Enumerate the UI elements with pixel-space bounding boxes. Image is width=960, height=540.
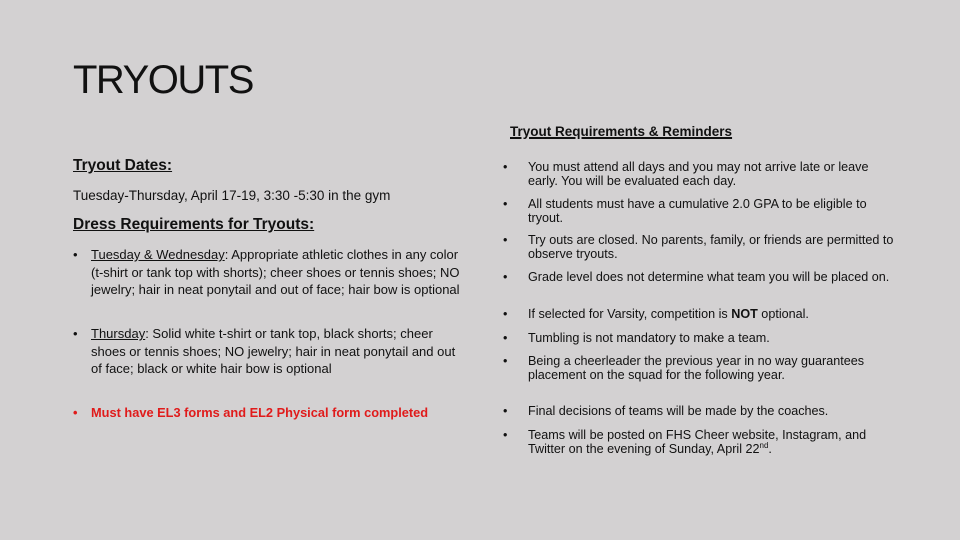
- list-item: [503, 429, 898, 456]
- bullet-icon: •: [503, 233, 508, 247]
- bullet-icon: •: [503, 307, 508, 321]
- item-text: If selected for Varsity, competition is: [528, 307, 732, 321]
- bullet-icon: •: [503, 270, 508, 284]
- requirements-heading: Tryout Requirements & Reminders: [510, 124, 733, 139]
- ordinal-suffix: nd: [759, 440, 769, 450]
- item-text: Grade level does not determine what team you will be placed on.: [528, 270, 890, 284]
- list-item: [503, 355, 898, 382]
- bullet-icon: •: [73, 247, 78, 262]
- dress-item-forms: [73, 404, 468, 422]
- item-text: Teams will be posted on FHS Cheer website, Instagram, and Twitter on the evening of Sunday, April 22: [528, 428, 867, 456]
- bullet-icon: •: [503, 197, 508, 211]
- list-item: [503, 332, 898, 346]
- bullet-icon: •: [503, 404, 508, 418]
- dress-item-tue-wed: [73, 246, 468, 299]
- bullet-icon: •: [73, 326, 78, 341]
- list-item: [503, 234, 898, 261]
- list-item: [503, 198, 898, 225]
- item-text: Final decisions of teams will be made by the coaches.: [528, 404, 829, 418]
- bullet-icon: •: [503, 160, 508, 174]
- day-label: Thursday: [91, 326, 146, 341]
- item-emphasis: NOT: [731, 307, 758, 321]
- dress-heading: Dress Requirements for Tryouts:: [73, 216, 315, 233]
- dates-heading: Tryout Dates:: [73, 157, 173, 174]
- list-item: [503, 161, 898, 188]
- bullet-icon: •: [503, 354, 508, 368]
- dates-text: Tuesday-Thursday, April 17-19, 3:30 -5:30 in the gym: [73, 188, 391, 203]
- item-text: optional.: [757, 307, 809, 321]
- day-label: Tuesday & Wednesday: [91, 247, 225, 262]
- slide-title: TRYOUTS: [73, 58, 253, 102]
- bullet-icon: •: [503, 331, 508, 345]
- dress-text: : Solid white t-shirt or tank top, black shorts; cheer shoes or tennis shoes; NO jewelry; hair in neat ponytail and out of face; black or white hair bow is optional: [91, 326, 456, 376]
- bullet-icon: •: [73, 405, 78, 420]
- list-item: [503, 308, 898, 322]
- dress-text: : Appropriate athletic clothes in any color (t-shirt or tank top with shorts); cheer shoes or tennis shoes; NO jewelry; hair in neat ponytail and out of face; hair bow is optional: [91, 247, 460, 297]
- item-text: You must attend all days and you may not arrive late or leave early. You will be evaluated each day.: [528, 160, 869, 188]
- item-text: All students must have a cumulative 2.0 GPA to be eligible to tryout.: [528, 197, 867, 225]
- dress-item-thu: [73, 325, 468, 378]
- bullet-icon: •: [503, 428, 508, 442]
- forms-text: Must have EL3 forms and EL2 Physical form completed: [91, 405, 429, 420]
- item-text: Try outs are closed. No parents, family, or friends are permitted to observe tryouts.: [528, 233, 894, 261]
- list-item: [503, 271, 898, 285]
- list-item: [503, 405, 898, 419]
- item-text: Tumbling is not mandatory to make a team.: [528, 331, 770, 345]
- item-text: .: [768, 441, 772, 456]
- item-text: Being a cheerleader the previous year in no way guarantees placement on the squad for the following year.: [528, 354, 865, 382]
